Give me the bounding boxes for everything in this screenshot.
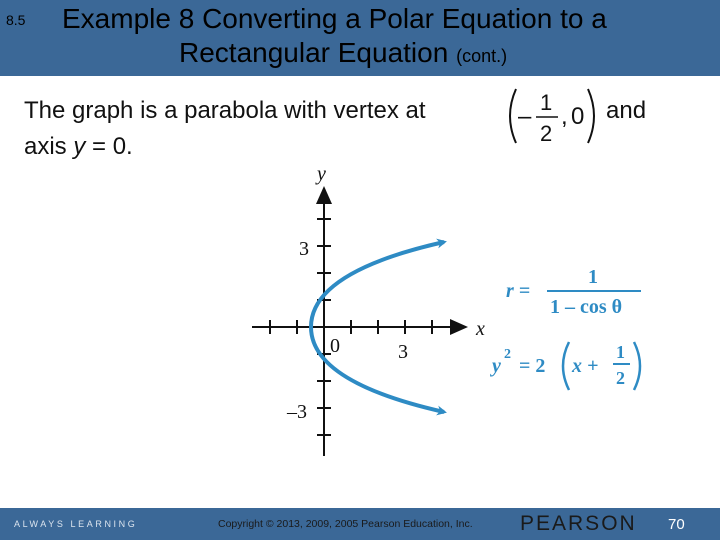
polar-equation-numerator: 1 — [588, 266, 598, 288]
section-number: 8.5 — [6, 12, 26, 28]
x-axis-label: x — [476, 318, 485, 340]
rectangular-equation-right-paren — [634, 342, 640, 390]
pearson-logo: PEARSON — [520, 512, 637, 535]
slide-title-cont: (cont.) — [456, 46, 508, 66]
slide-title-line2-text: Rectangular Equation — [179, 37, 449, 68]
vertex-comma: , — [561, 103, 568, 130]
vertex-right-paren — [588, 89, 594, 143]
rectangular-equation-inner: x + — [572, 355, 599, 377]
rectangular-equation — [490, 342, 640, 390]
origin-label: 0 — [330, 335, 340, 357]
rectangular-equation-frac-num: 1 — [616, 342, 625, 362]
vertex-sign: – — [518, 103, 532, 130]
y-tick-3-label: 3 — [299, 238, 309, 260]
polar-equation-lhs: r = — [506, 280, 531, 302]
vertex-y: 0 — [571, 103, 585, 130]
page-number: 70 — [668, 516, 685, 533]
x-axis-arrow — [450, 319, 468, 335]
slide-footer — [0, 508, 720, 540]
body-line-2-var: y — [73, 133, 86, 160]
vertex-left-paren — [510, 89, 516, 143]
rectangular-equation-left-paren — [563, 342, 569, 390]
vertex-formula — [510, 89, 594, 146]
body-line-1-text: The graph is a parabola with vertex at — [24, 97, 426, 124]
polar-equation-denominator: 1 – cos θ — [550, 296, 623, 318]
y-axis-label: y — [317, 163, 326, 185]
always-learning-tagline: ALWAYS LEARNING — [14, 519, 138, 529]
graph-axes — [252, 186, 468, 456]
slide-title-line1: Example 8 Converting a Polar Equation to a — [62, 3, 607, 34]
y-tick-neg3-label: –3 — [287, 401, 307, 423]
rectangular-equation-exponent: 2 — [504, 347, 511, 362]
body-line-1-and: and — [606, 97, 647, 124]
parabola-upper-branch — [311, 242, 444, 327]
rectangular-equation-y: y — [492, 355, 501, 377]
body-line-2-suffix: = 0. — [85, 133, 133, 160]
rectangular-equation-rhs: = 2 — [519, 355, 546, 377]
y-axis-arrow — [316, 186, 332, 204]
vertex-numerator: 1 — [540, 90, 553, 115]
vertex-denominator: 2 — [540, 121, 553, 146]
x-tick-3-label: 3 — [398, 341, 408, 363]
body-line-2-prefix: axis — [24, 133, 74, 160]
copyright-notice: Copyright © 2013, 2009, 2005 Pearson Education, Inc. — [218, 518, 473, 530]
polar-equation — [506, 266, 641, 318]
rectangular-equation-frac-den: 2 — [616, 368, 625, 388]
